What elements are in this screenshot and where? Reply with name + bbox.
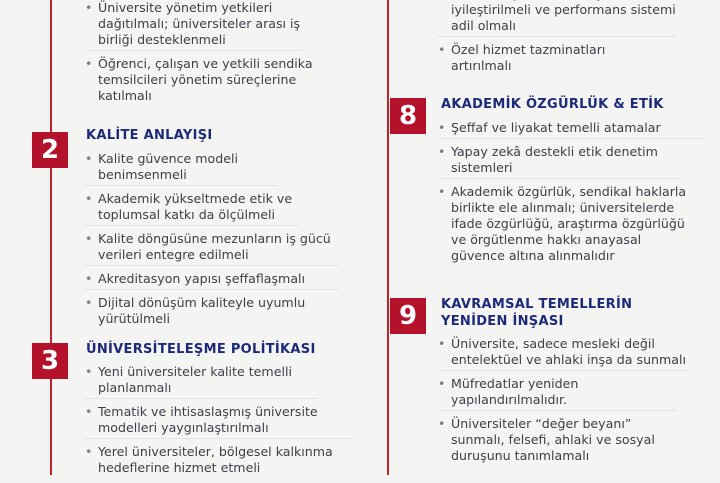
list-item: • Kalite güvence modeli benimsenmeli — [85, 151, 278, 186]
list-item: • Üniversiteler “değer beyanı” sunmalı, felsefi, ahlaki ve sosyal duruşunu tanımlamalı — [438, 416, 666, 466]
section-9-number-badge: 9 — [390, 298, 426, 334]
list-item: • Özel hizmet tazminatları artırılmalı — [438, 42, 661, 76]
section-8-title: AKADEMİK ÖZGÜRLÜK & ETİK — [441, 97, 664, 112]
list-item: • Akreditasyon yapısı şeffaflaşmalı — [85, 271, 338, 290]
section-1-items — [85, 0, 355, 111]
section-2-items — [85, 151, 350, 334]
list-item: • Yeni üniversiteler kalite temelli planlanmalı — [85, 364, 318, 399]
list-item: • Yerel üniversiteler, bölgesel kalkınma hedeflerine hizmet etmeli — [85, 444, 358, 478]
section-3-title: ÜNİVERSİTELEŞME POLİTİKASI — [86, 342, 316, 357]
section-9-title-line-2: YENİDEN İNŞASI — [441, 314, 564, 329]
list-item: • Öğrenci, çalışan ve yetkili sendika temsilcileri yönetim süreçlerine katılmalı — [85, 56, 323, 106]
list-item: • iyileştirilmeli ve performans sistemi adil olmalı — [438, 0, 676, 37]
list-item: • Şeffaf ve liyakat temelli atamalar — [438, 120, 706, 139]
left-divider-line — [50, 0, 52, 475]
section-9-items — [438, 336, 688, 471]
list-item: • Yapay zekâ destekli etik denetim sistemleri — [438, 144, 681, 179]
section-2-title: KALİTE ANLAYIŞI — [86, 128, 213, 143]
section-3-items — [85, 364, 360, 483]
right-divider-line — [387, 0, 389, 475]
section-7-items — [438, 0, 688, 81]
section-9-title-line-1: KAVRAMSAL TEMELLERİN — [441, 297, 633, 312]
list-item: • Dijital dönüşüm kaliteyle uyumlu yürütülmeli — [85, 295, 328, 329]
section-8-items — [438, 120, 688, 271]
list-item: • Tematik ve ihtisaslaşmış üniversite modelleri yaygınlaştırılmalı — [85, 404, 353, 439]
list-item: • Üniversite, sadece mesleki değil entelektüel ve ahlaki inşa da sunmalı — [438, 336, 691, 371]
section-2-number-badge: 2 — [32, 132, 68, 168]
list-item: • Üniversite yönetim yetkileri dağıtılmalı; üniversiteler arası iş birliği desteklenmeli — [85, 0, 303, 51]
list-item: • Akademik yükseltmede etik ve toplumsal katkı da ölçülmeli — [85, 191, 298, 226]
list-item: • Akademik özgürlük, sendikal haklarla birlikte ele alınmalı; üniversitelerde ifade özgürlüğü, araştırma özgürlüğü ve örgütlenme hakkı anayasal güvence altına alınmalıdır — [438, 184, 691, 266]
section-3-number-badge: 3 — [32, 343, 68, 379]
list-item: • Kalite döngüsüne mezunların iş gücü verileri entegre edilmeli — [85, 231, 338, 266]
list-item: • Müfredatlar yeniden yapılandırılmalıdır. — [438, 376, 676, 411]
section-8-number-badge: 8 — [390, 98, 426, 134]
section-9-title — [441, 296, 632, 330]
